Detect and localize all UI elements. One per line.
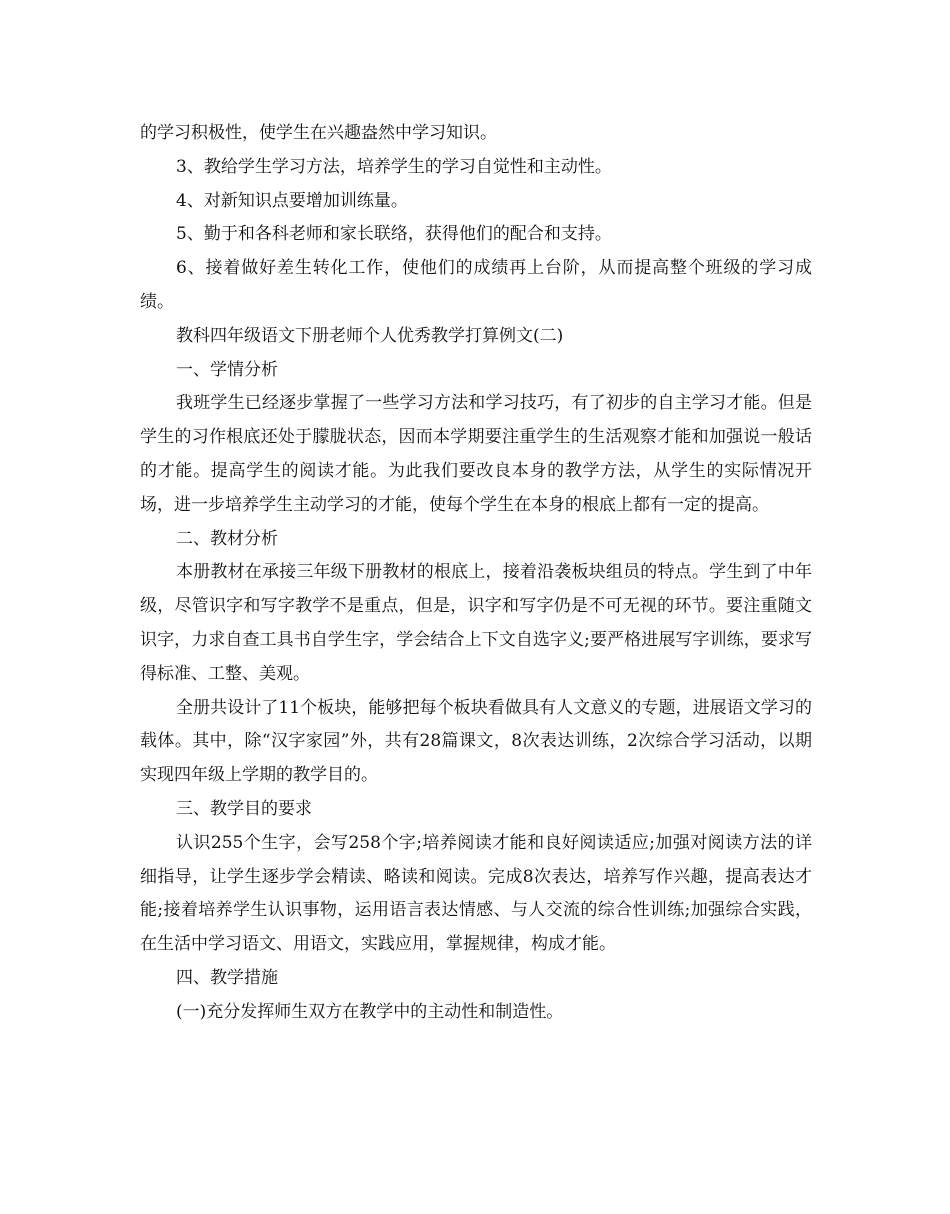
paragraph-item-5: 5、勤于和各科老师和家长联络，获得他们的配合和支持。 xyxy=(176,224,612,245)
paragraph-item-3: 3、教给学生学习方法，培养学生的学习自觉性和主动性。 xyxy=(176,156,612,177)
paragraph-textbook-analysis: 本册教材在承接三年级下册教材的根底上，接着沿袭板块组员的特点。学生到了中年级，尽管识字和写字教学不是重点，但是，识字和写字仍是不可无视的环节。要注重随文识字，力求自查工具书自学生字，学会结合上下文自选字义;要严格进展写字训练，要求写得标准、工整、美观。 xyxy=(140,562,812,684)
paragraph-item-4: 4、对新知识点要增加训练量。 xyxy=(176,190,408,211)
heading-textbook-analysis: 二、教材分析 xyxy=(176,528,278,549)
paragraph-modules: 全册共设计了11个板块，能够把每个板块看做具有人文意义的专题，进展语文学习的载体。其中，除“汉字家园”外，共有28篇课文，8次表达训练，2次综合学习活动，以期实现四年级上学期的教学目的。 xyxy=(140,697,812,786)
paragraph-measure-1: (一)充分发挥师生双方在教学中的主动性和制造性。 xyxy=(176,1001,564,1022)
paragraph-student-analysis: 我班学生已经逐步掌握了一些学习方法和学习技巧，有了初步的自主学习才能。但是学生的习作根底还处于朦胧状态，因而本学期要注重学生的生活观察才能和加强说一般话的才能。提高学生的阅读才能。为此我们要改良本身的教学方法，从学生的实际情况开场，进一步培养学生主动学习的才能，使每个学生在本身的根底上都有一定的提高。 xyxy=(140,393,812,515)
paragraph-teaching-goals: 认识255个生字，会写258个字;培养阅读才能和良好阅读适应;加强对阅读方法的详细指导，让学生逐步学会精读、略读和阅读。完成8次表达，培养写作兴趣，提高表达才能;接着培养学生认识事物，运用语言表达情感、与人交流的综合性训练;加强综合实践，在生活中学习语文、用语文，实践应用，掌握规律，构成才能。 xyxy=(140,832,812,955)
heading-teaching-goals: 三、教学目的要求 xyxy=(176,798,312,819)
paragraph-item-6: 6、接着做好差生转化工作，使他们的成绩再上台阶，从而提高整个班级的学习成绩。 xyxy=(140,258,812,312)
document-body xyxy=(140,117,812,1030)
paragraph-continuation: 的学习积极性，使学生在兴趣盎然中学习知识。 xyxy=(140,123,497,143)
heading-teaching-measures: 四、教学措施 xyxy=(176,967,278,988)
heading-student-analysis: 一、学情分析 xyxy=(176,359,278,380)
section-title: 教科四年级语文下册老师个人优秀教学打算例文(二) xyxy=(176,325,564,346)
